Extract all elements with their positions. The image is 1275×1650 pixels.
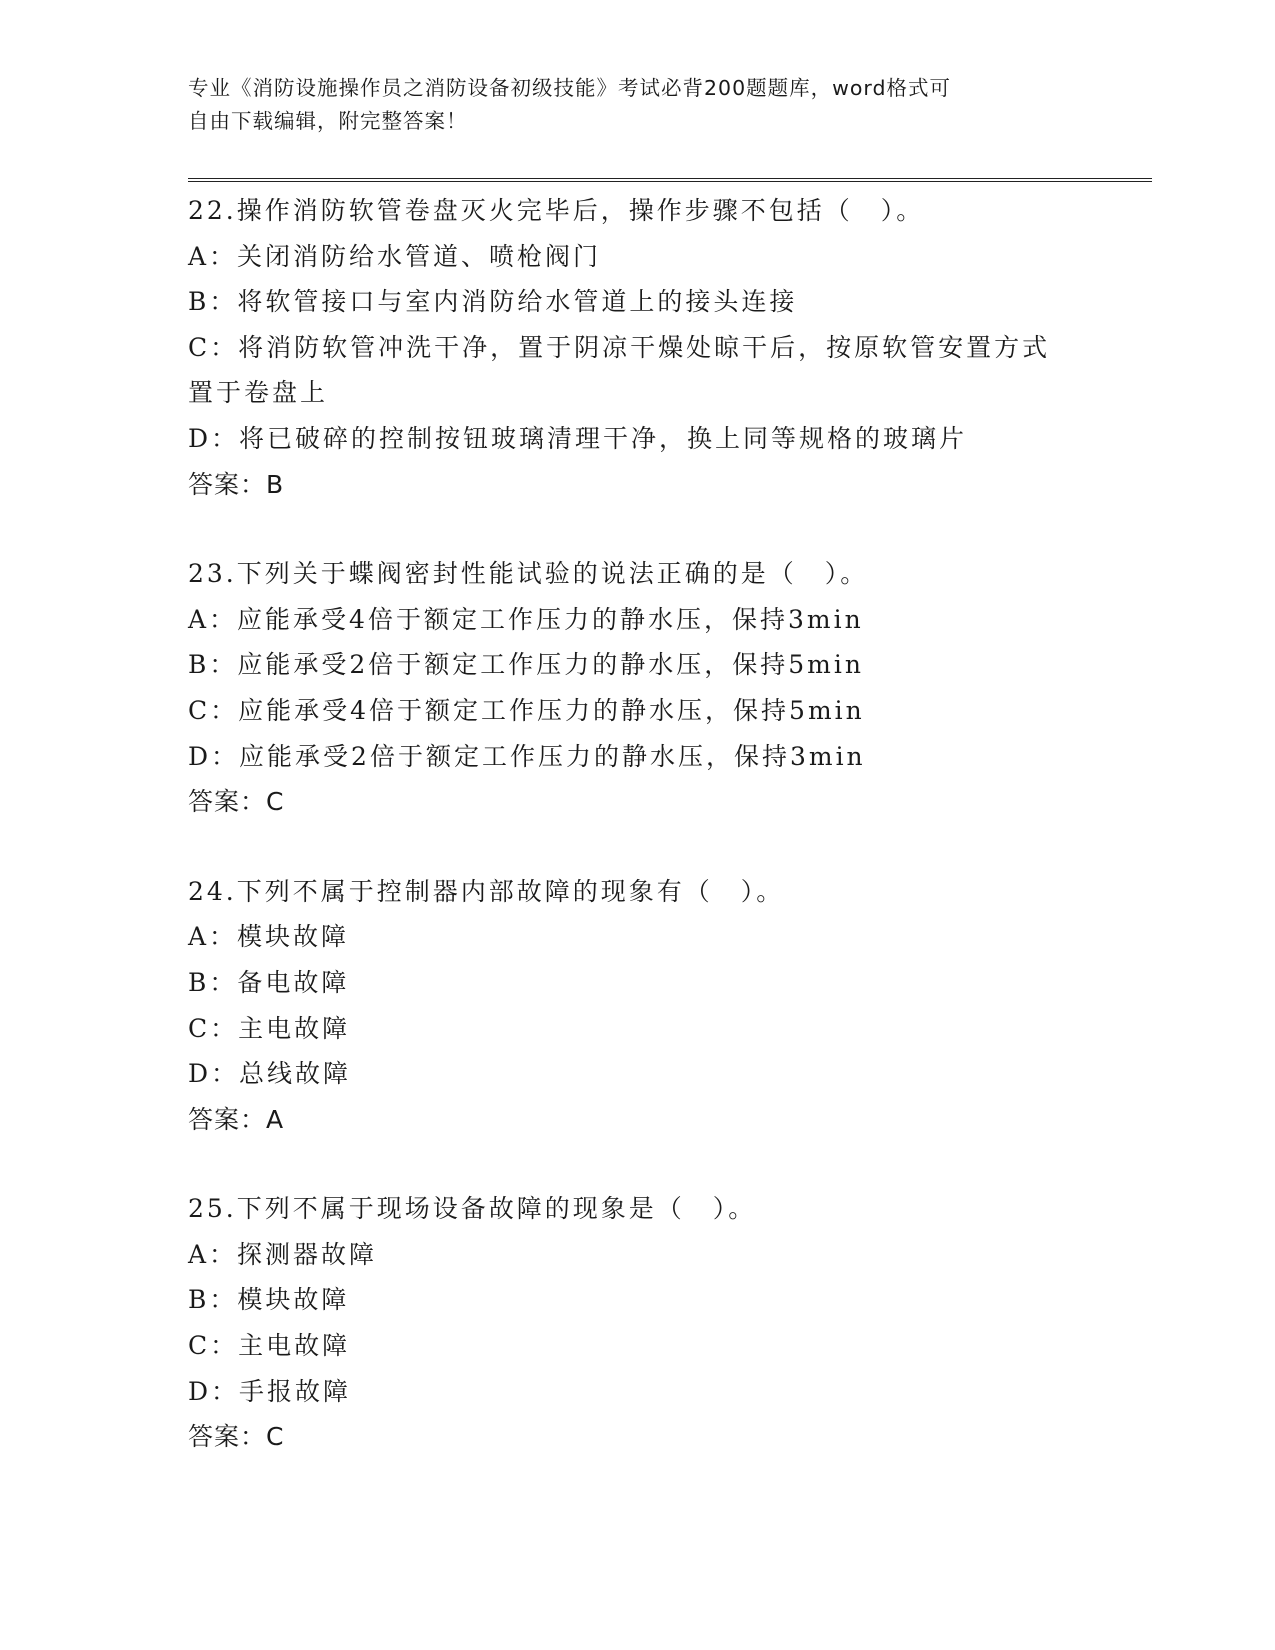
answer-text: 答案：A	[188, 1104, 285, 1134]
question-stem: 23.下列关于蝶阀密封性能试验的说法正确的是（ ）。	[188, 559, 869, 589]
answer-text: 答案：C	[188, 787, 285, 817]
question-24	[188, 869, 1088, 1143]
option-b: B：将软管接口与室内消防给水管道上的接头连接	[188, 287, 798, 317]
question-list	[188, 188, 1088, 1460]
option-d: D：将已破碎的控制按钮玻璃清理干净，换上同等规格的玻璃片	[188, 423, 968, 453]
document-header	[188, 72, 1068, 138]
question-22	[188, 188, 1088, 507]
header-line-1: 专业《消防设施操作员之消防设备初级技能》考试必背200题题库，word格式可	[188, 76, 952, 100]
question-stem: 25.下列不属于现场设备故障的现象是（ ）。	[188, 1194, 757, 1224]
option-a: A：模块故障	[188, 922, 350, 952]
option-a: A：关闭消防给水管道、喷枪阀门	[188, 241, 602, 271]
option-a: A：探测器故障	[188, 1239, 378, 1269]
header-line-2: 自由下载编辑，附完整答案！	[188, 109, 468, 133]
question-stem: 24.下列不属于控制器内部故障的现象有（ ）。	[188, 876, 785, 906]
option-b: B：备电故障	[188, 967, 350, 997]
option-d: D：应能承受2倍于额定工作压力的静水压，保持3min	[188, 741, 866, 771]
question-25	[188, 1186, 1088, 1460]
option-d: D：手报故障	[188, 1376, 352, 1406]
option-c: C：应能承受4倍于额定工作压力的静水压，保持5min	[188, 695, 865, 725]
question-stem: 22.操作消防软管卷盘灭火完毕后，操作步骤不包括（ ）。	[188, 196, 925, 225]
header-divider	[188, 178, 1152, 182]
option-d: D：总线故障	[188, 1059, 352, 1089]
option-c: C：主电故障	[188, 1013, 351, 1043]
option-c: C：主电故障	[188, 1331, 351, 1361]
option-c: C：将消防软管冲洗干净，置于阴凉干燥处晾干后，按原软管安置方式置于卷盘上	[188, 332, 1051, 408]
option-b: B：应能承受2倍于额定工作压力的静水压，保持5min	[188, 650, 864, 680]
option-a: A：应能承受4倍于额定工作压力的静水压，保持3min	[188, 604, 864, 634]
option-b: B：模块故障	[188, 1285, 350, 1315]
question-23	[188, 551, 1088, 825]
answer-text: 答案：B	[188, 469, 285, 499]
answer-text: 答案：C	[188, 1422, 285, 1452]
